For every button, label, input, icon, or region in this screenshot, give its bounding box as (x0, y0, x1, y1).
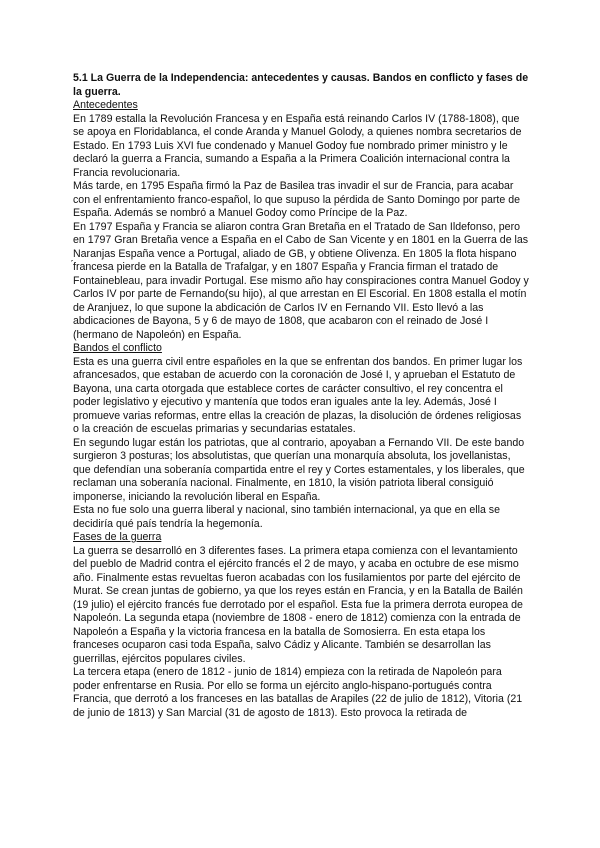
paragraph: La guerra se desarrolló en 3 diferentes fases. La primera etapa comienza con el levantamiento del pueblo de Madrid contra el ejército francés el 2 de mayo, y acaba en octubre de ese mismo año. Finalmente estas revueltas fueron acabadas con los fusilamientos por parte del ejército de Murat. Se crean juntas de gobierno, ya que los reyes están en Francia, y en la Batalla de Bailén (19 julio) el ejército francés fue derrotado por el español. Esta fue la primera derrota europea de Napoleón. La segunda etapa (noviembre de 1808 - enero de 1812) comienza con la entrada de Napoleón a España y la victoria francesa en la batalla de Somosierra. En esta etapa los franceses ocuparon casi toda España, salvo Cádiz y Alicante. También se desarrollan las guerrillas, ejércitos populares civiles. (73, 544, 523, 665)
paragraph: Más tarde, en 1795 España firmó la Paz de Basilea tras invadir el sur de Francia, para acabar con el enfrentamiento franco-español, lo que supuso la pérdida de Santo Domingo por parte de España. Además se nombró a Manuel Godoy como Príncipe de la Paz. (73, 180, 520, 219)
paragraph: Esta no fue solo una guerra liberal y nacional, sino también internacional, ya que en ella se decidiría qué país tendría la hegemonía. (73, 504, 500, 530)
paragraph: Esta es una guerra civil entre españoles en la que se enfrentan dos bandos. En primer lugar los afrancesados, que estaban de acuerdo con la coronación de José I, y aprueban el Estatuto de Bayona, una carta otorgada que establece cortes de carácter consultivo, el rey concentra el poder legislativo y ejecutivo y mantenía que todos eran iguales ante la ley. Además, José I promueve varias reformas, entre ellas la creación de plazas, la disolución de órdenes religiosas o la creación de escuelas primarias y secundarias estatales. (73, 355, 523, 435)
document-page (73, 72, 529, 720)
paragraph: En 1789 estalla la Revolución Francesa y en España está reinando Carlos IV (1788-1808), que se apoya en Floridablanca, el conde Aranda y Manuel Golody, a quienes nombra secretarios de Estado. En 1793 Luis XVI fue condenado y Manuel Godoy fue nombrado primer ministro y le declaró la guerra a Francia, sumando a España a la Primera Coalición internacional contra la Francia revolucionaria. (73, 112, 522, 179)
section-heading-antecedentes: Antecedentes (73, 99, 138, 111)
section-heading-bandos: Bandos el conflicto (73, 342, 162, 354)
paragraph: En 1797 España y Francia se aliaron contra Gran Bretaña en el Tratado de San Ildefonso, pero en 1797 Gran Bretaña vence a España en el Cabo de San Vicente y en 1801 en la Guerra de las Naranjas España vence a Portugal, aliado de GB, y obtiene Olivenza. En 1805 la flota hispano ́francesa pierde en la Batalla de Trafalgar, y en 1807 España y Francia firman el tratado de Fontainebleau, para invadir Portugal. Ese mismo año hay conspiraciones contra Manuel Godoy y Carlos IV por parte de Fernando(su hijo), al que arrestan en El Escorial. En 1808 estalla el motín de Aranjuez, lo que supone la abdicación de Carlos IV en Fernando VII. Esto llevó a las abdicaciones de Bayona, 5 y 6 de mayo de 1808, que acabaron con el reinado de José I (hermano de Napoleón) en España. (73, 220, 529, 341)
document-title: 5.1 La Guerra de la Independencia: antecedentes y causas. Bandos en conflicto y fases de la guerra. (73, 72, 529, 98)
paragraph: En segundo lugar están los patriotas, que al contrario, apoyaban a Fernando VII. De este bando surgieron 3 posturas; los absolutistas, que querían una monarquía absoluta, los jovellanistas, que defendían una soberanía compartida entre el rey y Cortes estamentales, y los liberales, que reclaman una soberanía nacional. Finalmente, en 1810, la visión patriota liberal consiguió imponerse, iniciando la revolución liberal en España. (73, 436, 525, 503)
paragraph: La tercera etapa (enero de 1812 - junio de 1814) empieza con la retirada de Napoleón para poder enfrentarse en Rusia. Por ello se forma un ejército anglo-hispano-portugués contra Francia, que derrotó a los franceses en las batallas de Arapiles (22 de julio de 1812), Vitoria (21 de junio de 1813) y San Marcial (31 de agosto de 1813). Esto provoca la retirada de (73, 666, 523, 719)
section-heading-fases: Fases de la guerra (73, 531, 162, 543)
